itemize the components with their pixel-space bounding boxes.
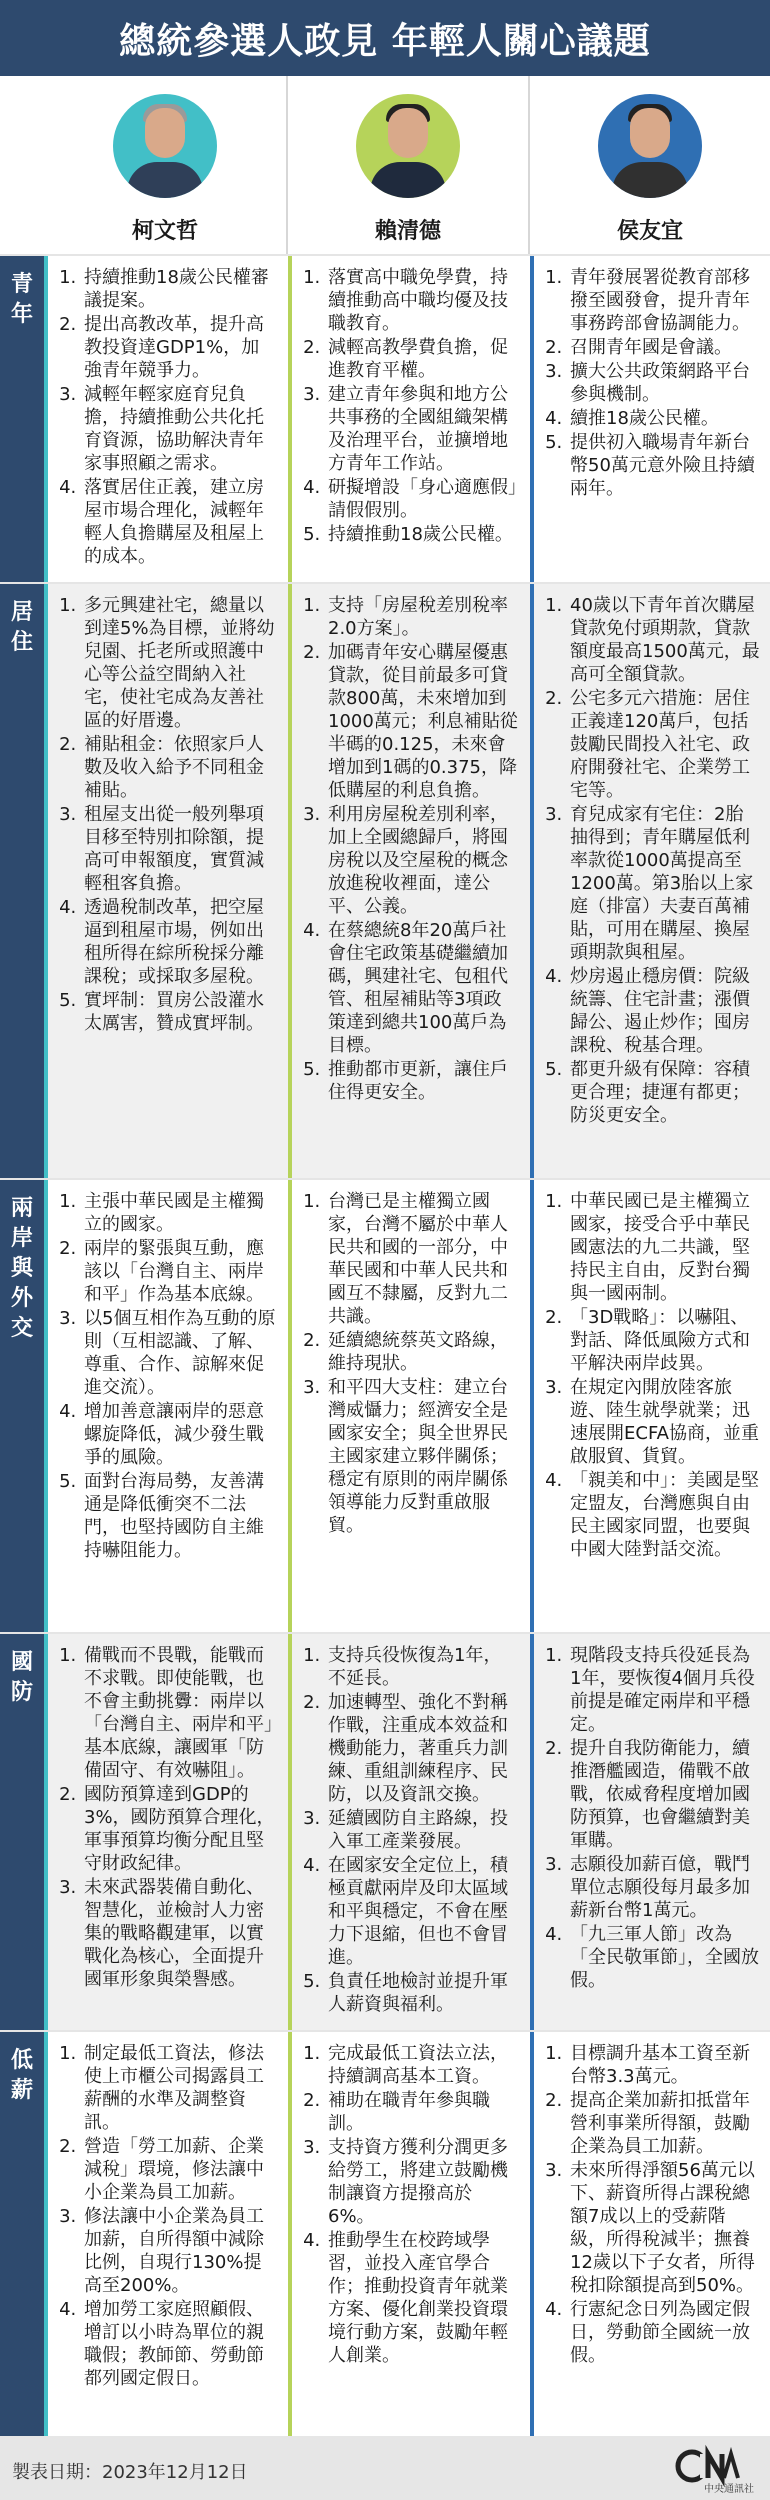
lai-policies — [292, 1634, 528, 2032]
list-item: 2. 召開青年國是會議。 — [568, 336, 760, 359]
list-item: 4. 行憲紀念日列為國定假日，勞動節全國統一放假。 — [568, 2298, 760, 2367]
list-item: 5. 面對台海局勢，友善溝通是降低衝突不二法門，也堅持國防自主維持嚇阻能力。 — [82, 1470, 276, 1562]
divider — [528, 76, 530, 254]
list-item: 2. 補貼租金：依照家戶人數及收入給予不同租金補貼。 — [82, 733, 276, 802]
ko-policies — [48, 2032, 286, 2438]
list-item: 1. 中華民國已是主權獨立國家，接受合乎中華民國憲法的九二共識，堅持民主自由，反對台獨與一國兩制。 — [568, 1190, 760, 1305]
hou-policies — [534, 584, 770, 1180]
section-label: 兩岸與外交 — [0, 1180, 44, 1634]
section-low-wages — [0, 2030, 770, 2438]
list-item: 3. 和平四大支柱：建立台灣威懾力；經濟安全是國家安全；與全世界民主國家建立夥伴關係；穩定有原則的兩岸關係領導能力反對重啟服貿。 — [326, 1376, 518, 1537]
candidate-name-ko: 柯文哲 — [131, 219, 198, 244]
ko-policies — [48, 1180, 286, 1634]
list-item: 4. 「親美和中」：美國是堅定盟友，台灣應與自由民主國家同盟，也要與中國大陸對話交流。 — [568, 1469, 760, 1561]
list-item: 4. 增加善意讓兩岸的惡意螺旋降低，減少發生戰爭的風險。 — [82, 1400, 276, 1469]
list-item: 4. 透過稅制改革，把空屋逼到租屋市場，例如出租所得在綜所稅採分離課稅；或採取多屋稅。 — [82, 896, 276, 988]
list-item: 2. 兩岸的緊張與互動，應該以「台灣自主、兩岸和平」作為基本底線。 — [82, 1237, 276, 1306]
list-item: 1. 持續推動18歲公民權審議提案。 — [82, 266, 276, 312]
list-item: 3. 建立青年參與和地方公共事務的全國組織架構及治理平台，並擴增地方青年工作站。 — [326, 383, 518, 475]
list-item: 1. 台灣已是主權獨立國家，台灣不屬於中華人民共和國的一部分，中華民國和中華人民共和國互不隸屬，反對九二共識。 — [326, 1190, 518, 1328]
list-item: 5. 都更升級有保障：容積更合理；捷運有都更；防災更安全。 — [568, 1058, 760, 1127]
list-item: 2. 國防預算達到GDP的3%，國防預算合理化，軍事預算均衡分配且堅守財政紀律。 — [82, 1783, 276, 1875]
creation-date: 製表日期：2023年12月12日 — [12, 2462, 248, 2483]
list-item: 2. 營造「勞工加薪、企業減稅」環境，修法讓中小企業為員工加薪。 — [82, 2135, 276, 2204]
section-youth — [0, 254, 770, 584]
list-item: 3. 在規定內開放陸客旅遊、陸生就學就業；迅速展開ECFA協商，並重啟服貿、貨貿。 — [568, 1376, 760, 1468]
section-housing — [0, 582, 770, 1180]
list-item: 5. 持續推動18歲公民權。 — [326, 523, 518, 546]
candidate-hou — [530, 76, 770, 254]
section-label: 低薪 — [0, 2032, 44, 2438]
list-item: 1. 多元興建社宅，總量以到達5%為目標，並將幼兒園、托老所或照護中心等公益空間納入社宅，使社宅成為友善社區的好厝邊。 — [82, 594, 276, 732]
ko-policies — [48, 256, 286, 584]
list-item: 5. 提供初入職場青年新台幣50萬元意外險且持續兩年。 — [568, 431, 760, 500]
title-banner — [0, 0, 770, 76]
list-item: 3. 未來所得淨額56萬元以下、薪資所得占課稅總額7成以上的受薪階級，所得稅減半；撫養12歲以下子女者，所得稅扣除額提高到50%。 — [568, 2159, 760, 2297]
footer — [0, 2436, 770, 2500]
list-item: 5. 實坪制：買房公設灌水太厲害，贊成實坪制。 — [82, 989, 276, 1035]
list-item: 4. 研擬增設「身心適應假」請假假別。 — [326, 476, 518, 522]
ko-avatar — [113, 94, 217, 198]
hou-policies — [534, 1634, 770, 2032]
list-item: 3. 育兒成家有宅住：2胎抽得到；青年購屋低利率款從1000萬提高至1200萬。第3胎以上家庭（排富）夫妻百萬補貼，可用在購屋、換屋頭期款與租屋。 — [568, 803, 760, 964]
lai-avatar — [356, 94, 460, 198]
lai-policies — [292, 584, 528, 1180]
section-defense — [0, 1632, 770, 2032]
lai-policies — [292, 2032, 528, 2438]
cna-logo-text: 中央通訊社 — [704, 2484, 754, 2495]
list-item: 1. 備戰而不畏戰，能戰而不求戰。即使能戰，也不會主動挑釁：兩岸以「台灣自主、兩岸和平」基本底線，讓國軍「防備固守、有效嚇阻」。 — [82, 1644, 276, 1782]
list-item: 4. 炒房遏止穩房價：院級統籌、住宅計畫；漲價歸公、遏止炒作；囤房課稅、稅基合理。 — [568, 965, 760, 1057]
section-cross-strait — [0, 1178, 770, 1634]
list-item: 2. 延續總統蔡英文路線，維持現狀。 — [326, 1329, 518, 1375]
list-item: 1. 支持兵役恢復為1年，不延長。 — [326, 1644, 518, 1690]
list-item: 4. 「九三軍人節」改為「全民敬軍節」，全國放假。 — [568, 1923, 760, 1992]
list-item: 2. 補助在職青年參與職訓。 — [326, 2089, 518, 2135]
candidate-header-row — [0, 76, 770, 254]
candidate-ko — [44, 76, 286, 254]
ko-policies — [48, 1634, 286, 2032]
list-item: 2. 提升自我防衛能力，續推潛艦國造，備戰不啟戰，依威脅程度增加國防預算，也會繼續對美軍購。 — [568, 1737, 760, 1852]
hou-avatar — [598, 94, 702, 198]
list-item: 5. 推動都市更新，讓住戶住得更安全。 — [326, 1058, 518, 1104]
list-item: 1. 落實高中職免學費，持續推動高中職均優及技職教育。 — [326, 266, 518, 335]
list-item: 3. 以5個互相作為互動的原則（互相認識、了解、尊重、合作、諒解來促進交流）。 — [82, 1307, 276, 1399]
candidate-name-lai: 賴清德 — [374, 219, 441, 244]
list-item: 2. 公宅多元六措施：居住正義達120萬戶，包括鼓勵民間投入社宅、政府開發社宅、企業勞工宅等。 — [568, 687, 760, 802]
hou-policies — [534, 256, 770, 584]
ko-policies — [48, 584, 286, 1180]
list-item: 4. 在國家安全定位上，積極貢獻兩岸及印太區域和平與穩定，不會在壓力下退縮，但也不會冒進。 — [326, 1854, 518, 1969]
list-item: 4. 落實居住正義，建立房屋市場合理化，減輕年輕人負擔購屋及租屋上的成本。 — [82, 476, 276, 568]
list-item: 3. 利用房屋稅差別利率，加上全國總歸戶，將囤房稅以及空屋稅的概念放進稅收裡面，達公平、公義。 — [326, 803, 518, 918]
list-item: 1. 目標調升基本工資至新台幣3.3萬元。 — [568, 2042, 760, 2088]
section-label: 居住 — [0, 584, 44, 1180]
list-item: 3. 延續國防自主路線，投入軍工產業發展。 — [326, 1807, 518, 1853]
lai-policies — [292, 256, 528, 584]
section-label: 青年 — [0, 256, 44, 584]
candidate-lai — [288, 76, 528, 254]
lai-policies — [292, 1180, 528, 1634]
list-item: 4. 在蔡總統8年20萬戶社會住宅政策基礎繼續加碼，興建社宅、包租代管、租屋補貼等3項政策達到總共100萬戶為目標。 — [326, 919, 518, 1057]
list-item: 1. 現階段支持兵役延長為1年，要恢復4個月兵役前提是確定兩岸和平穩定。 — [568, 1644, 760, 1736]
list-item: 3. 修法讓中小企業為員工加薪，自所得額中減除比例，自現行130%提高至200%。 — [82, 2205, 276, 2297]
list-item: 3. 減輕年輕家庭育兒負擔，持續推動公共化托育資源，協助解決青年家事照顧之需求。 — [82, 383, 276, 475]
list-item: 3. 擴大公共政策網路平台參與機制。 — [568, 360, 760, 406]
list-item: 1. 支持「房屋稅差別稅率2.0方案」。 — [326, 594, 518, 640]
list-item: 2. 加碼青年安心購屋優惠貸款，從目前最多可貸款800萬，未來增加到1000萬元；利息補貼從半碼的0.125，未來會增加到1碼的0.375，降低購屋的利息負擔。 — [326, 641, 518, 802]
hou-policies — [534, 2032, 770, 2438]
list-item: 2. 提出高教改革，提升高教投資達GDP1%，加強青年競爭力。 — [82, 313, 276, 382]
divider — [286, 76, 288, 254]
list-item: 3. 支持資方獲利分潤更多給勞工，將建立鼓勵機制讓資方提撥高於6%。 — [326, 2136, 518, 2228]
list-item: 3. 租屋支出從一般列舉項目移至特別扣除額，提高可申報額度，實質減輕租客負擔。 — [82, 803, 276, 895]
page-title: 總統參選人政見 年輕人關心議題 — [119, 20, 651, 62]
list-item: 4. 續推18歲公民權。 — [568, 407, 760, 430]
list-item: 1. 完成最低工資法立法，持續調高基本工資。 — [326, 2042, 518, 2088]
list-item: 3. 志願役加薪百億，戰鬥單位志願役每月最多加薪新台幣1萬元。 — [568, 1853, 760, 1922]
list-item: 4. 增加勞工家庭照顧假、增訂以小時為單位的親職假；教師節、勞動節都列國定假日。 — [82, 2298, 276, 2390]
list-item: 2. 「3D戰略」：以嚇阻、對話、降低風險方式和平解決兩岸歧異。 — [568, 1306, 760, 1375]
list-item: 4. 推動學生在校跨域學習，並投入產官學合作；推動投資青年就業方案、優化創業投資環境行動方案，鼓勵年輕人創業。 — [326, 2229, 518, 2367]
list-item: 2. 提高企業加薪扣抵當年營利事業所得額，鼓勵企業為員工加薪。 — [568, 2089, 760, 2158]
section-label: 國防 — [0, 1634, 44, 2032]
list-item: 2. 加速轉型、強化不對稱作戰，注重成本效益和機動能力，著重兵力訓練、重組訓練程序、民防，以及資訊交換。 — [326, 1691, 518, 1806]
list-item: 1. 制定最低工資法，修法使上市櫃公司揭露員工薪酬的水準及調整資訊。 — [82, 2042, 276, 2134]
candidate-name-hou: 侯友宜 — [616, 219, 683, 244]
list-item: 1. 40歲以下青年首次購屋貸款免付頭期款，貸款額度最高1500萬元，最高可全額貸款。 — [568, 594, 760, 686]
list-item: 3. 未來武器裝備自動化、智慧化，並檢討人力密集的戰略觀建軍，以實戰化為核心，全面提升國軍形象與榮譽感。 — [82, 1876, 276, 1991]
list-item: 1. 主張中華民國是主權獨立的國家。 — [82, 1190, 276, 1236]
list-item: 2. 減輕高教學費負擔，促進教育平權。 — [326, 336, 518, 382]
list-item: 5. 負責任地檢討並提升軍人薪資與福利。 — [326, 1970, 518, 2016]
list-item: 1. 青年發展署從教育部移撥至國發會，提升青年事務跨部會協調能力。 — [568, 266, 760, 335]
hou-policies — [534, 1180, 770, 1634]
